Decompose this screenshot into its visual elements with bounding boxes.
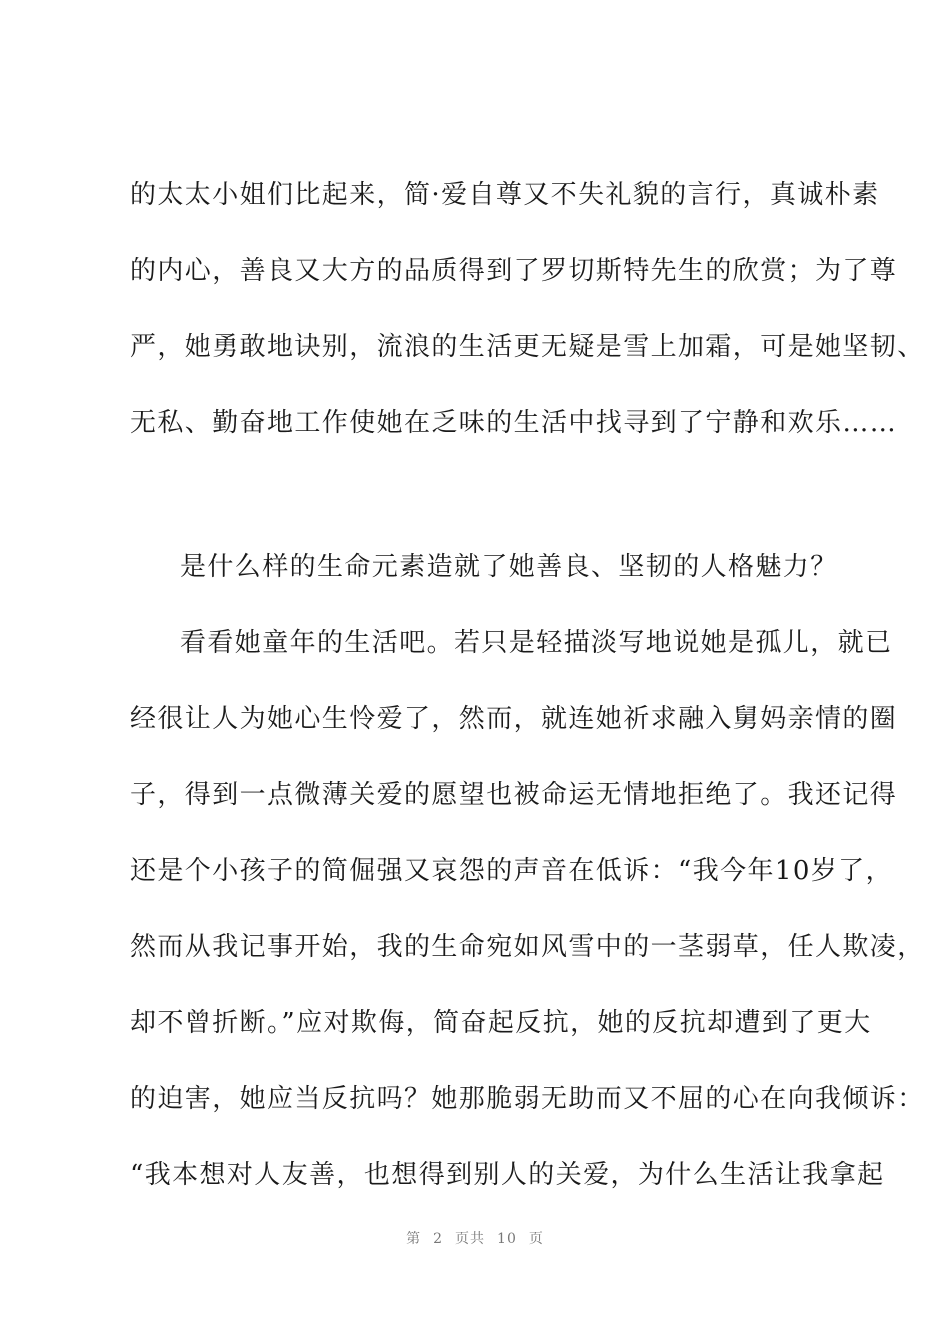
text-line: 还是个小孩子的简倔强又哀怨的声音在低诉：“我今年10岁了， <box>130 856 893 886</box>
footer-total-pages: 10 <box>497 1231 517 1247</box>
text-line: 然而从我记事开始，我的生命宛如风雪中的一茎弱草，任人欺凌， <box>130 932 925 962</box>
text-line: “我本想对人友善，也想得到别人的关爱，为什么生活让我拿起 <box>130 1160 885 1190</box>
text-line: 的内心，善良又大方的品质得到了罗切斯特先生的欣赏；为了尊 <box>130 256 898 286</box>
text-line: 是什么样的生命元素造就了她善良、坚韧的人格魅力？ <box>180 552 838 582</box>
text-line: 的迫害，她应当反抗吗？她那脆弱无助而又不屈的心在向我倾诉： <box>130 1084 925 1114</box>
footer-label-mid: 页共 <box>455 1231 486 1247</box>
text-line: 无私、勤奋地工作使她在乏味的生活中找寻到了宁静和欢乐…… <box>130 408 898 438</box>
text-line: 的太太小姐们比起来，简·爱自尊又不失礼貌的言行，真诚朴素 <box>130 180 880 210</box>
page-footer <box>0 1228 950 1248</box>
text-line: 看看她童年的生活吧。若只是轻描淡写地说她是孤儿，就已 <box>180 628 893 658</box>
footer-label-page: 第 <box>406 1231 422 1247</box>
footer-current-page: 2 <box>433 1231 444 1247</box>
text-line: 经很让人为她心生怜爱了，然而，就连她祈求融入舅妈亲情的圈 <box>130 704 898 734</box>
footer-label-end: 页 <box>528 1231 544 1247</box>
text-line: 却不曾折断。”应对欺侮，简奋起反抗，她的反抗却遭到了更大 <box>130 1008 872 1038</box>
text-line: 严，她勇敢地诀别，流浪的生活更无疑是雪上加霜，可是她坚韧、 <box>130 332 925 362</box>
text-line: 子，得到一点微薄关爱的愿望也被命运无情地拒绝了。我还记得 <box>130 780 898 810</box>
